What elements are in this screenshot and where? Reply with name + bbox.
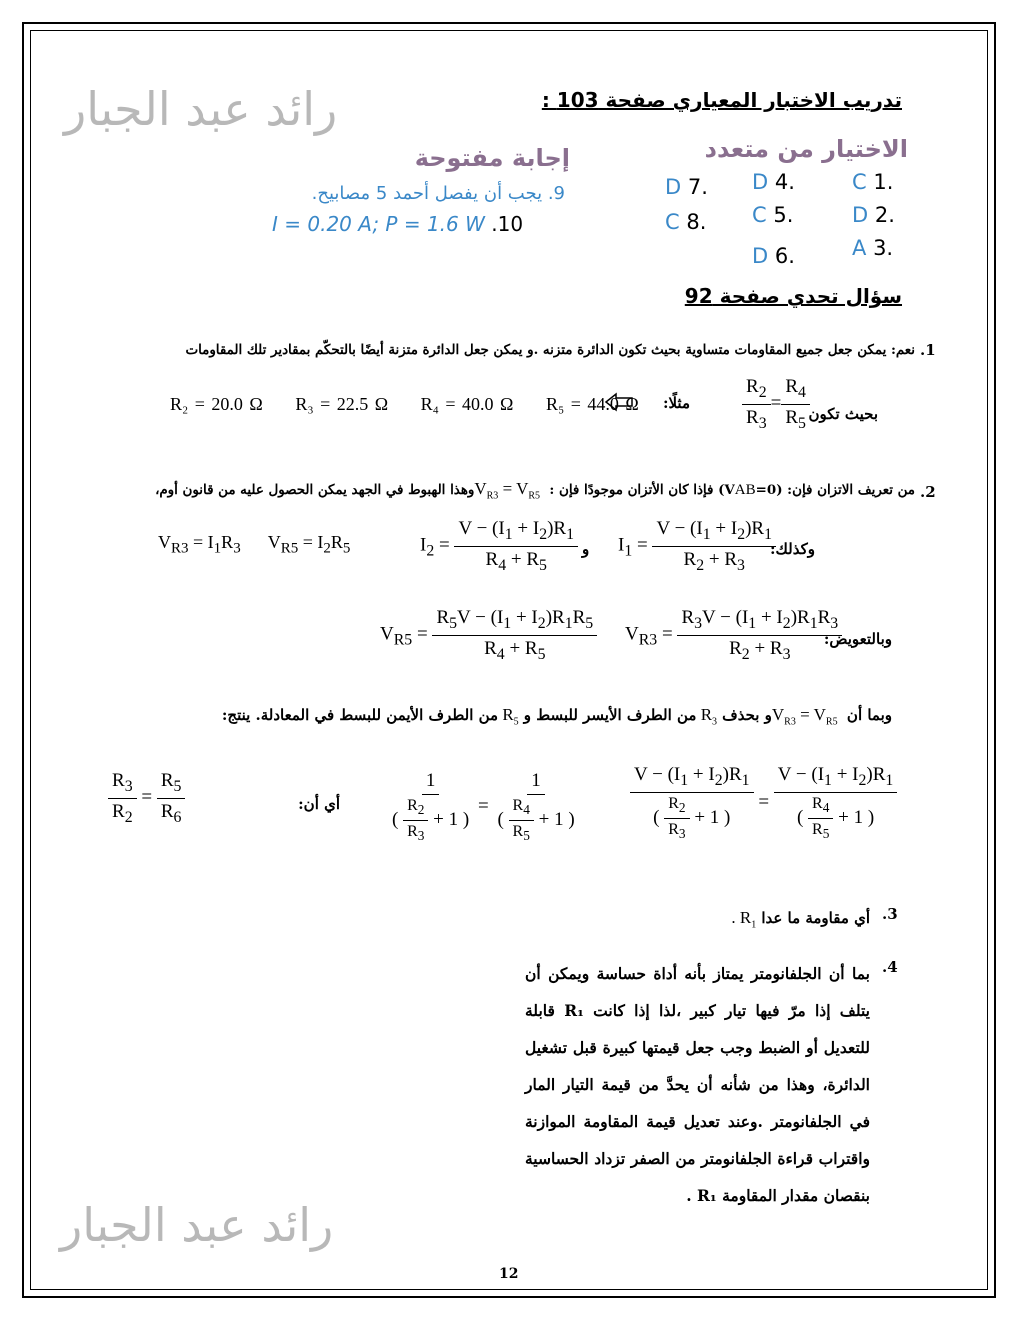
q1-number: .1 [920, 341, 936, 359]
mc-answer-4: D 4. [752, 170, 795, 194]
q2-reciprocal-equation: 1 ( $\frac{R_2}{R_3}$ + 1 ) = 1 ( $\frac{R_4}{R_5}$ + 1 ) [392, 770, 575, 844]
q4-number: .4 [882, 958, 898, 976]
q2-number: .2 [920, 483, 936, 501]
open-heading: إجابة مفتوحة [414, 144, 570, 172]
q2-substitution: وبالتعويض: [823, 630, 892, 648]
open-answer-10: I = 0.20 A; P = 1.6 W .10 [272, 212, 524, 236]
q2-that-is: أي أن: [298, 795, 340, 813]
mc-answer-8: C 8. [665, 210, 707, 234]
q1-condition: بحيث تكون [808, 405, 878, 423]
q1-example: مثلًا: [662, 394, 690, 412]
q2-ohm-equations: $V_{R3} = I_1R_3$ $V_{R5} = I_2R_5$ [158, 532, 351, 557]
q1-values: R₂ = 20.0 Ω R₃ = 22.5 Ω R₄ = 40.0 Ω R₅ = 44.0 Ω [170, 394, 639, 414]
q2-current-i2: $I_2$ = $\frac{V - (I_1 + I_2)R_1}{R_4 + R_5}$ [420, 518, 578, 575]
q2-voltage-r5: $V_{R5}$ = $\frac{R_5V - (I_1 + I_2)R_1R_5}{R_4 + R_5}$ [380, 607, 597, 664]
q2-and: و [582, 540, 590, 558]
q2-also: وكذلك: [769, 540, 815, 558]
q2-intro-line: من تعريف الاتزان فإن: (VAB=0) فإذا كان الأتزان موجودًا فإن : $V_{R3} = V_{R5}$ وهذا الهبوط في الجهد يمكن الحصول عليه من قانون أوم، [155, 479, 915, 502]
q2-divided-equation: $V - (I_1 + I_2)R_1$ ( $\frac{R_2}{R_3}$ + 1 ) = $V - (I_1 + I_2)R_1$ ( $\frac{R_4}{R_5}$ + 1 ) [630, 764, 897, 842]
q1-text: نعم: يمكن جعل جميع المقاومات متساوية بحيث تكون الدائرة متزنه .و يمكن جعل الدائرة متزنة أيضًا بالتحكّم بمقادير تلك المقاومات [185, 342, 915, 358]
mc-answer-5: C 5. [752, 203, 794, 227]
q2-since-line: وبما أن $V_{R3} = V_{R5}$ و بحذف $R_3$ من الطرف الأيسر للبسط و $R_5$ من الطرف الأيمن للبسط في المعادلة. ينتج: [221, 705, 892, 728]
q4-paragraph: بما أن الجلفانومتر يمتاز بأنه أداة حساسة ويمكن أن يتلف إذا مرّ فيها تيار كبير ،لذا إذا كانت R₁ قابلة للتعديل أو الضبط وجب جعل قيمتها كبيرة قبل تشغيل الدائرة، وهذا من شأنه أن يحدَّ من قيمة التيار المار في الجلفانومتر .وعند تعديل قيمة المقاومة الموازنة واقتراب قراءة الجلفانومتر من الصفر تزداد الحساسية بنقصان مقدار المقاومة R₁ . [525, 964, 870, 1205]
mc-answer-2: D 2. [852, 203, 895, 227]
challenge-title: سؤال تحدي صفحة 92 [684, 284, 902, 308]
mc-answer-6: D 6. [752, 244, 795, 268]
mc-answer-3: A 3. [852, 236, 894, 260]
q1-ratio-equation: $\frac{R_2}{R_3}$ = $\frac{R_4}{R_5}$ [742, 376, 810, 433]
page-number: 12 [499, 1266, 519, 1282]
q2-current-i1: $I_1$ = $\frac{V - (I_1 + I_2)R_1}{R_2 + R_3}$ [618, 518, 776, 575]
q3-text: أي مقاومة ما عدا $R_1$ . [731, 908, 870, 931]
mc-heading: الاختيار من متعدد [704, 135, 908, 163]
q2-voltage-r3: $V_{R3}$ = $\frac{R_3V - (I_1 + I_2)R_1R_3}{R_2 + R_3}$ [625, 607, 842, 664]
mc-answer-1: C 1. [852, 170, 894, 194]
q2-final-ratio: $\frac{R_3}{R_2}$ = $\frac{R_5}{R_6}$ [108, 770, 185, 827]
training-title: تدريب الاختبار المعياري صفحة 103 : [541, 88, 902, 112]
open-answer-9: 9. يجب أن يفصل أحمد 5 مصابيح. [311, 183, 565, 204]
watermark-top: رائد عبد الجبار [64, 82, 338, 136]
mc-answer-7: D 7. [665, 175, 708, 199]
q3-number: .3 [882, 905, 898, 923]
watermark-bottom: رائد عبد الجبار [60, 1198, 334, 1252]
